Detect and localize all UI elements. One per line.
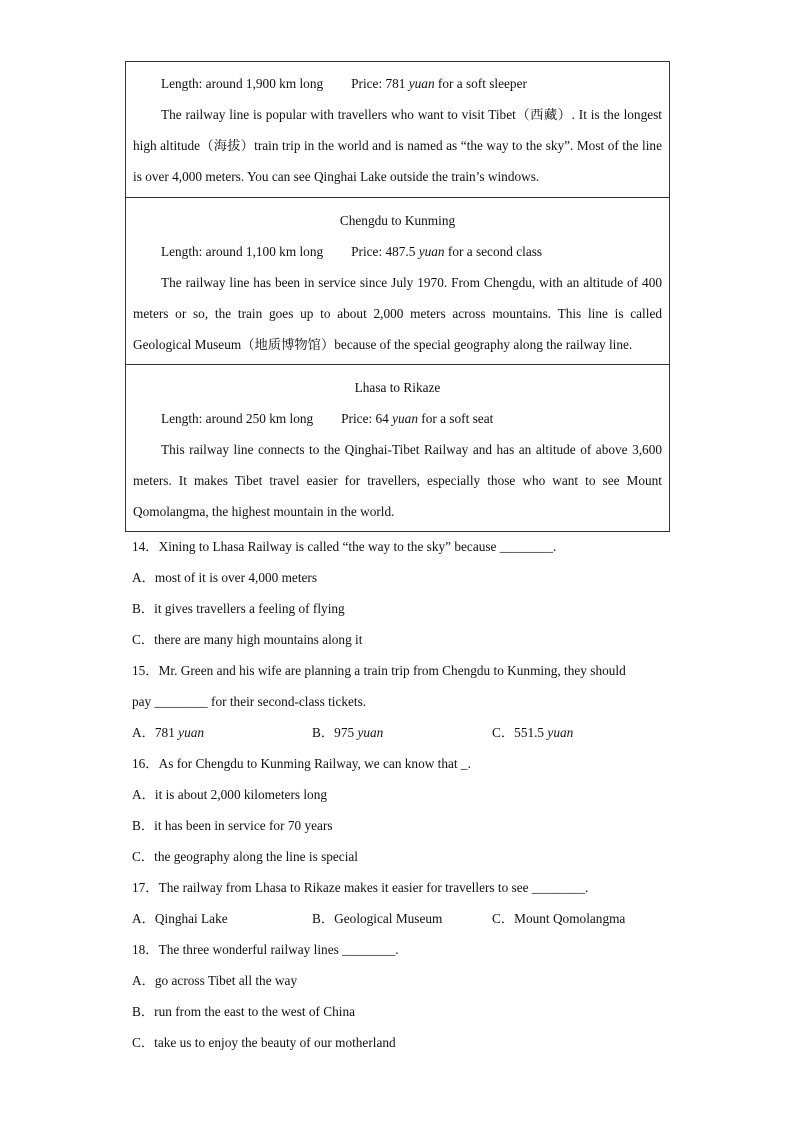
question-15-stem-line1: 15．Mr. Green and his wife are planning a train trip from Chengdu to Kunming, they should xyxy=(132,663,626,678)
passage-body: The railway line has been in service since July 1970. From Chengdu, with an altitude of 400 meters or so, the train goes up to about 2,000 meters across mountains. This line is called Geological Museum（地质博物馆）because of the special geography along the railway line. xyxy=(133,275,662,352)
question-17-option-b[interactable]: B．Geological Museum xyxy=(312,911,443,926)
questions-section xyxy=(132,531,672,1058)
question-14-option-b[interactable]: B．it gives travellers a feeling of flying xyxy=(132,601,345,616)
question-15-option-c[interactable]: C．551.5 yuan xyxy=(492,725,574,740)
question-15-options xyxy=(132,717,672,748)
question-16-option-c[interactable]: C．the geography along the line is special xyxy=(132,849,358,864)
question-18-option-b[interactable]: B．run from the east to the west of China xyxy=(132,1004,356,1019)
passage-meta xyxy=(133,68,662,99)
question-16-stem: 16．As for Chengdu to Kunming Railway, we can know that _. xyxy=(132,756,471,771)
length-text: Length: around 250 km long xyxy=(161,411,314,426)
price-text: Price: 487.5 yuan for a second class xyxy=(351,244,543,259)
question-18-stem: 18．The three wonderful railway lines ________. xyxy=(132,942,399,957)
passage-body: The railway line is popular with travellers who want to visit Tibet（西藏）. It is the longest high altitude（海拔）train trip in the world and is named as “the way to the sky”. Most of the line is over 4,000 meters. You can see Qinghai Lake outside the train’s windows. xyxy=(133,107,662,184)
question-15-option-b[interactable]: B．975 yuan xyxy=(312,725,384,740)
question-18-option-a[interactable]: A．go across Tibet all the way xyxy=(132,973,298,988)
question-16-option-a[interactable]: A．it is about 2,000 kilometers long xyxy=(132,787,328,802)
question-15-option-a[interactable]: A．781 yuan xyxy=(132,725,205,740)
question-18-option-c[interactable]: C．take us to enjoy the beauty of our motherland xyxy=(132,1035,396,1050)
passage-title: Chengdu to Kunming xyxy=(339,213,456,228)
question-17-options xyxy=(132,903,672,934)
passage-xining-lhasa xyxy=(126,62,669,198)
passage-body: This railway line connects to the Qinghai-Tibet Railway and has an altitude of above 3,600 meters. It makes Tibet travel easier for travellers, especially those who want to see Mount Qomolangma, the highest mountain in the world. xyxy=(133,442,662,519)
length-text: Length: around 1,100 km long xyxy=(161,244,324,259)
question-17-option-a[interactable]: A．Qinghai Lake xyxy=(132,911,228,926)
passage-title: Lhasa to Rikaze xyxy=(354,380,441,395)
passage-meta xyxy=(133,236,662,267)
railway-info-table xyxy=(125,61,670,532)
question-14-stem: 14．Xining to Lhasa Railway is called “the way to the sky” because ________. xyxy=(132,539,557,554)
passage-meta xyxy=(133,403,662,434)
passage-chengdu-kunming xyxy=(126,198,669,365)
question-14-option-a[interactable]: A．most of it is over 4,000 meters xyxy=(132,570,318,585)
price-text: Price: 64 yuan for a soft seat xyxy=(341,411,494,426)
passage-lhasa-rikaze xyxy=(126,365,669,531)
question-17-option-c[interactable]: C．Mount Qomolangma xyxy=(492,911,626,926)
length-text: Length: around 1,900 km long xyxy=(161,76,324,91)
price-text: Price: 781 yuan for a soft sleeper xyxy=(351,76,527,91)
question-16-option-b[interactable]: B．it has been in service for 70 years xyxy=(132,818,333,833)
question-17-stem: 17．The railway from Lhasa to Rikaze makes it easier for travellers to see ________. xyxy=(132,880,589,895)
question-14-option-c[interactable]: C．there are many high mountains along it xyxy=(132,632,363,647)
question-15-stem-line2: pay ________ for their second-class tickets. xyxy=(132,694,367,709)
